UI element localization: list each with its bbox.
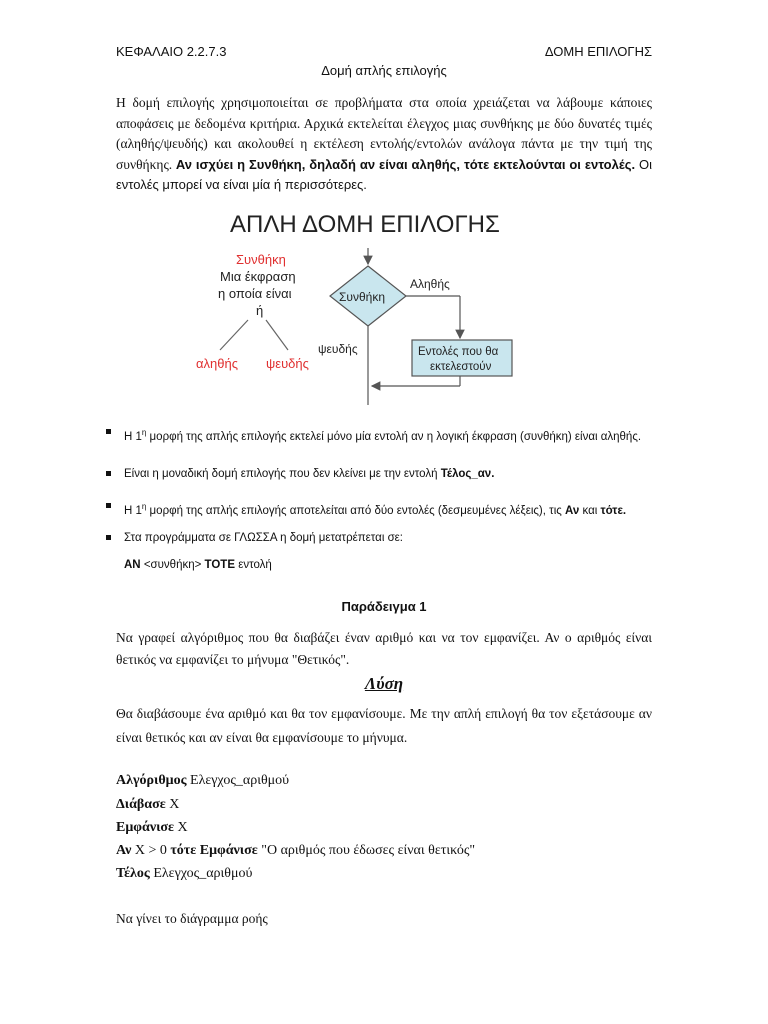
bullet-item-2 <box>106 466 666 484</box>
print-variable: Χ <box>174 820 188 835</box>
keyword-algorithm: Αλγόριθμος <box>116 773 187 788</box>
bullet-3-sup: η <box>141 502 147 511</box>
false-label: ψευδής <box>266 356 309 371</box>
intro-text: Η δομή επιλογής χρησιμοποιείται σε προβλήματα στα οποία χρειάζεται να λάβουμε κάποιες αποφάσεις με δεδομένα κριτήρια. Αρχικά εκτελείται έλεγχος μιας συνθήκης με δύο δυνατές τιμές (αληθής/ψευδής) και ακολουθεί η εκτέλεση εντολής/εντολών ανάλογα πάντα με την τιμή της συνθήκης. <box>116 95 652 172</box>
bullet-square-icon <box>106 471 111 476</box>
keyword-print: Εμφάνισε <box>116 820 175 835</box>
expr-line1: Μια έκφραση <box>220 269 296 284</box>
bullet-3-bold-1: Αν <box>564 504 580 517</box>
bullet-item-1 <box>106 424 666 458</box>
box-line2: εκτελεστούν <box>430 361 492 373</box>
no-label: ψευδής <box>318 342 358 356</box>
diagram-title: ΑΠΛΗ ΔΟΜΗ ΕΠΙΛΟΓΗΣ <box>230 211 500 238</box>
chapter-label: ΚΕΦΑΛΑΙΟ 2.2.7.3 <box>116 44 227 59</box>
bullet-1-sup: η <box>141 428 147 437</box>
bullet-square-icon <box>106 503 111 508</box>
algorithm-line-3 <box>116 818 188 838</box>
bullet-2-bold: Τέλος_αν. <box>440 468 495 480</box>
expr-line2: η οποία είναι <box>218 286 292 301</box>
algorithm-name: Ελεγχος_αριθμού <box>186 773 290 788</box>
syntax-if: ΑΝ <box>124 559 141 571</box>
expr-line3: ή <box>256 303 264 318</box>
keyword-if: Αν <box>116 843 132 858</box>
keyword-read: Διάβασε <box>116 797 166 812</box>
page-subtitle: Δομή απλής επιλογής <box>321 63 447 78</box>
algorithm-end-name: Ελεγχος_αριθμού <box>149 866 253 881</box>
keyword-end: Τέλος <box>116 866 150 881</box>
section-title: ΔΟΜΗ ΕΠΙΛΟΓΗΣ <box>544 44 652 59</box>
bullet-4-text: Στα προγράμματα σε ΓΛΩΣΣΑ η δομή μετατρέπεται σε: <box>124 532 403 544</box>
bullet-3-bold-2: τότε. <box>600 504 627 517</box>
bullet-3-conj: και <box>579 504 601 517</box>
keyword-then-print: τότε Εμφάνισε <box>170 843 258 858</box>
algorithm-line-1 <box>116 771 289 791</box>
bullet-3-text: μορφή της απλής επιλογής αποτελείται από δύο εντολές (δεσμευμένες λέξεις), τις <box>146 504 565 517</box>
read-variable: Χ <box>165 797 180 812</box>
bullet-square-icon <box>106 429 111 434</box>
if-condition: Χ > 0 <box>131 843 171 858</box>
bullet-item-4 <box>106 530 666 548</box>
intro-text-end: Οι εντολές μπορεί να είναι μία ή περισσότερες. <box>116 156 652 192</box>
flowchart-instruction: Να γίνει το διάγραμμα ροής <box>116 911 268 926</box>
syntax-condition: <συνθήκη> <box>140 559 205 571</box>
example-text: Να γραφεί αλγόριθμος που θα διαβάζει έναν αριθμό και να τον εμφανίζει. Αν ο αριθμός είναι θετικός να εμφανίζει το μήνυμα "Θετικός". <box>116 630 652 667</box>
bullet-1-text: μορφή της απλής επιλογής εκτελεί μόνο μία εντολή αν η λογική έκφραση (συνθήκη) είναι αληθής. <box>146 430 642 443</box>
intro-bold: Αν ισχύει η Συνθήκη, δηλαδή αν είναι αληθής, τότε εκτελούνται οι εντολές. <box>175 156 636 172</box>
box-line1: Εντολές που θα <box>418 346 499 358</box>
condition-label: Συνθήκη <box>236 252 286 267</box>
algorithm-line-2 <box>116 795 179 815</box>
algorithm-line-5 <box>116 864 252 884</box>
yes-label: Αληθής <box>410 277 450 291</box>
syntax-line <box>124 559 272 571</box>
solution-heading: Λύση <box>364 674 404 693</box>
print-message: "Ο αριθμός που έδωσες είναι θετικός" <box>257 843 476 858</box>
true-label: αληθής <box>196 356 238 371</box>
solution-text: Θα διαβάσουμε ένα αριθμό και θα τον εμφανίσουμε. Με την απλή επιλογή θα τον εξετάσουμε αν είναι θετικός και αν είναι θα εμφανίσουμε το μήνυμα. <box>116 706 652 745</box>
bullet-item-3 <box>106 498 666 516</box>
syntax-command: εντολή <box>235 559 272 571</box>
example-heading: Παράδειγμα 1 <box>341 599 427 614</box>
bullet-2-text: Είναι η μοναδική δομή επιλογής που δεν κλείνει με την εντολή <box>124 468 441 480</box>
diamond-label: Συνθήκη <box>339 290 386 304</box>
algorithm-line-4 <box>116 841 475 861</box>
bullet-1-start: Η 1 <box>124 430 142 443</box>
syntax-then: ΤΟΤΕ <box>204 559 235 571</box>
bullet-square-icon <box>106 535 111 540</box>
intro-paragraph <box>116 93 652 196</box>
flowchart-diagram <box>190 200 550 410</box>
bullet-3-start: Η 1 <box>124 504 142 517</box>
